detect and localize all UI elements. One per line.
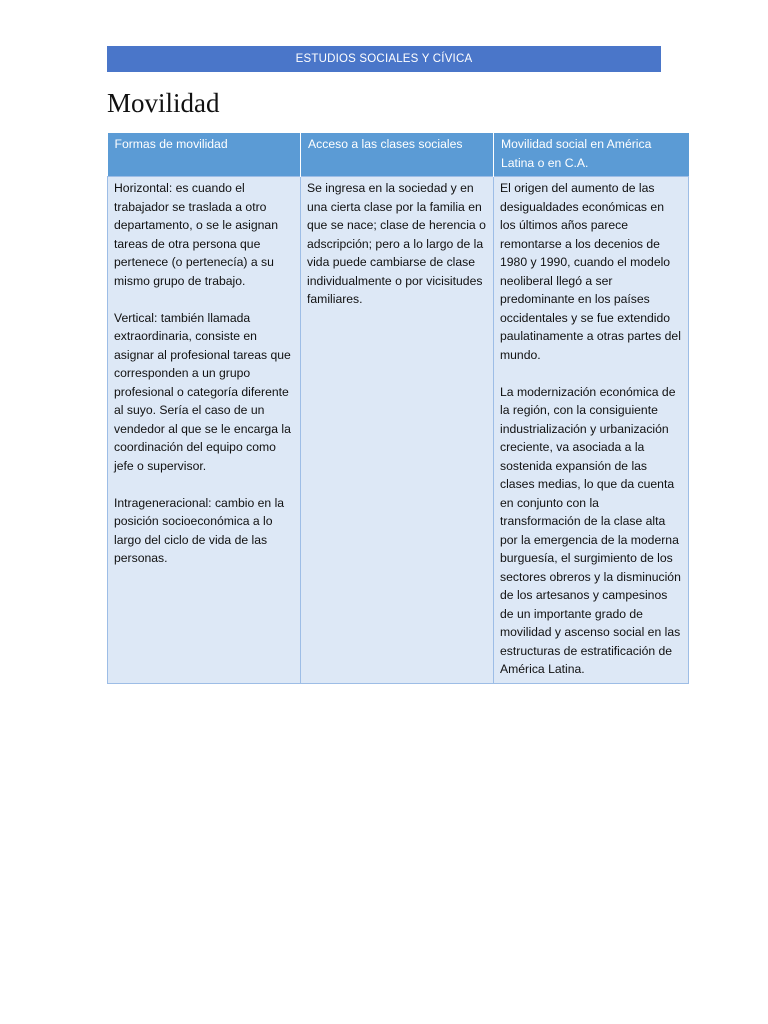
paragraph-acceso: Se ingresa en la sociedad y en una cierta clase por la familia en que se nace; clase de herencia o adscripción; pero a lo largo de la vida puede cambiarse de clase individualmente o por vicisitudes familiares. [307, 181, 486, 306]
table-header-row [108, 133, 689, 177]
paragraph-intrageneracional: Intrageneracional: cambio en la posición socioeconómica a lo largo del ciclo de vida de las personas. [114, 495, 285, 565]
paragraph-origen: El origen del aumento de las desigualdades económicas en los últimos años parece remontarse a los decenios de 1980 y 1990, cuando el modelo neoliberal llegó a ser predominante en los países occidentales y se fue extendido paulatinamente a otras partes del mundo. [500, 181, 681, 362]
header-movilidad-al: Movilidad social en América Latina o en C.A. [494, 133, 689, 177]
mobility-table [107, 133, 689, 684]
page-title: Movilidad [107, 88, 220, 118]
cell-movilidad-al [494, 177, 689, 684]
subject-banner-text: ESTUDIOS SOCIALES Y CÍVICA [295, 53, 473, 65]
paragraph-vertical: Vertical: también llamada extraordinaria, consiste en asignar al profesional tareas que corresponden a un grupo profesional o categoría diferente al suyo. Sería el caso de un vendedor al que se le encarga la coordinación del equipo como jefe o supervisor. [114, 310, 291, 473]
header-formas: Formas de movilidad [108, 133, 301, 177]
cell-acceso [301, 177, 494, 684]
paragraph-horizontal: Horizontal: es cuando el trabajador se traslada a otro departamento, o se le asignan tareas de otra persona que pertenece (o pertenecía) a su mismo grupo de trabajo. [114, 181, 278, 288]
header-acceso: Acceso a las clases sociales [301, 133, 494, 177]
cell-formas [108, 177, 301, 684]
subject-banner [107, 46, 661, 72]
table-row [108, 177, 689, 684]
paragraph-modernizacion: La modernización económica de la región, con la consiguiente industrialización y urbanización creciente, va asociada a la sostenida expansión de las clases medias, lo que da cuenta en conjunto con la transformación de la clase alta por la emergencia de la moderna burguesía, el surgimiento de los sectores obreros y la disminución de los artesanos y campesinos de un importante grado de movilidad y ascenso social en las estructuras de estratificación de América Latina. [500, 384, 681, 676]
